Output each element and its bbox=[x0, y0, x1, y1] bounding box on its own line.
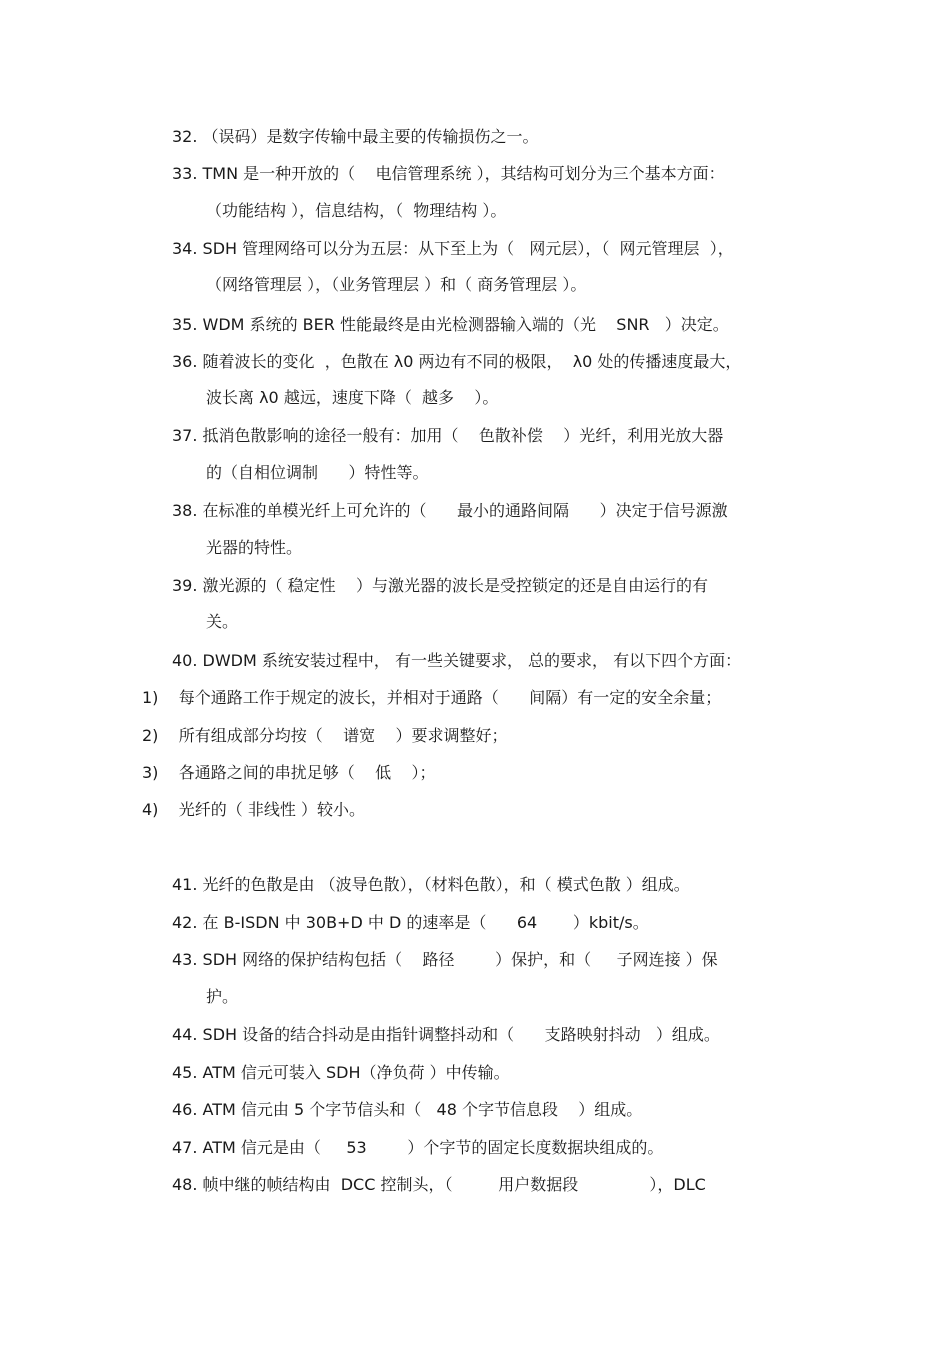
question-44: 44. SDH 设备的结合抖动是由指针调整抖动和（ 支路映射抖动 ）组成。 bbox=[172, 1025, 720, 1044]
question-32: 32. （误码）是数字传输中最主要的传输损伤之一。 bbox=[172, 127, 539, 146]
question-43-continuation: 护。 bbox=[206, 987, 239, 1006]
question-34: 34. SDH 管理网络可以分为五层：从下至上为（ 网元层），（ 网元管理层 ）， bbox=[172, 239, 734, 258]
question-40: 40. DWDM 系统安装过程中， 有一些关键要求， 总的要求， 有以下四个方面： bbox=[172, 651, 742, 670]
question-47: 47. ATM 信元是由（ 53 ）个字节的固定长度数据块组成的。 bbox=[172, 1138, 664, 1157]
question-42: 42. 在 B-ISDN 中 30B+D 中 D 的速率是（ 64 ）kbit/s。 bbox=[172, 913, 649, 932]
question-37: 37. 抵消色散影响的途径一般有：加用（ 色散补偿 ）光纤，利用光放大器 bbox=[172, 426, 724, 445]
question-33-continuation: （功能结构 ），信息结构，（ 物理结构 ）。 bbox=[206, 201, 507, 220]
question-40-item-4: 4) 光纤的（ 非线性 ）较小。 bbox=[142, 800, 365, 819]
question-33: 33. TMN 是一种开放的（ 电信管理系统 ），其结构可划分为三个基本方面： bbox=[172, 164, 725, 183]
question-41: 41. 光纤的色散是由 （波导色散），（材料色散），和（ 模式色散 ）组成。 bbox=[172, 875, 690, 894]
question-39: 39. 激光源的（ 稳定性 ）与激光器的波长是受控锁定的还是自由运行的有 bbox=[172, 576, 708, 595]
question-40-item-2: 2) 所有组成部分均按（ 谱宽 ）要求调整好； bbox=[142, 726, 508, 745]
question-40-item-1: 1) 每个通路工作于规定的波长，并相对于通路（ 间隔）有一定的安全余量； bbox=[142, 688, 722, 707]
question-37-continuation: 的（自相位调制 ）特性等。 bbox=[206, 463, 429, 482]
question-38: 38. 在标准的单模光纤上可允许的（ 最小的通路间隔 ）决定于信号源激 bbox=[172, 501, 728, 520]
question-48: 48. 帧中继的帧结构由 DCC 控制头，（ 用户数据段 ），DLC bbox=[172, 1175, 706, 1194]
question-43: 43. SDH 网络的保护结构包括（ 路径 ）保护，和（ 子网连接 ）保 bbox=[172, 950, 718, 969]
question-38-continuation: 光器的特性。 bbox=[206, 538, 303, 557]
question-35: 35. WDM 系统的 BER 性能最终是由光检测器输入端的（光 SNR ）决定。 bbox=[172, 315, 729, 334]
question-45: 45. ATM 信元可装入 SDH（净负荷 ）中传输。 bbox=[172, 1063, 510, 1082]
question-40-item-3: 3) 各通路之间的串扰足够（ 低 ）； bbox=[142, 763, 436, 782]
question-46: 46. ATM 信元由 5 个字节信头和（ 48 个字节信息段 ）组成。 bbox=[172, 1100, 643, 1119]
question-36-continuation: 波长离 λ0 越远，速度下降（ 越多 ）。 bbox=[206, 388, 499, 407]
question-39-continuation: 关。 bbox=[206, 612, 239, 631]
question-36: 36. 随着波长的变化 ，色散在 λ0 两边有不同的极限， λ0 处的传播速度最大， bbox=[172, 352, 742, 371]
question-34-continuation: （网络管理层 ），（业务管理层 ）和（ 商务管理层 ）。 bbox=[206, 275, 587, 294]
